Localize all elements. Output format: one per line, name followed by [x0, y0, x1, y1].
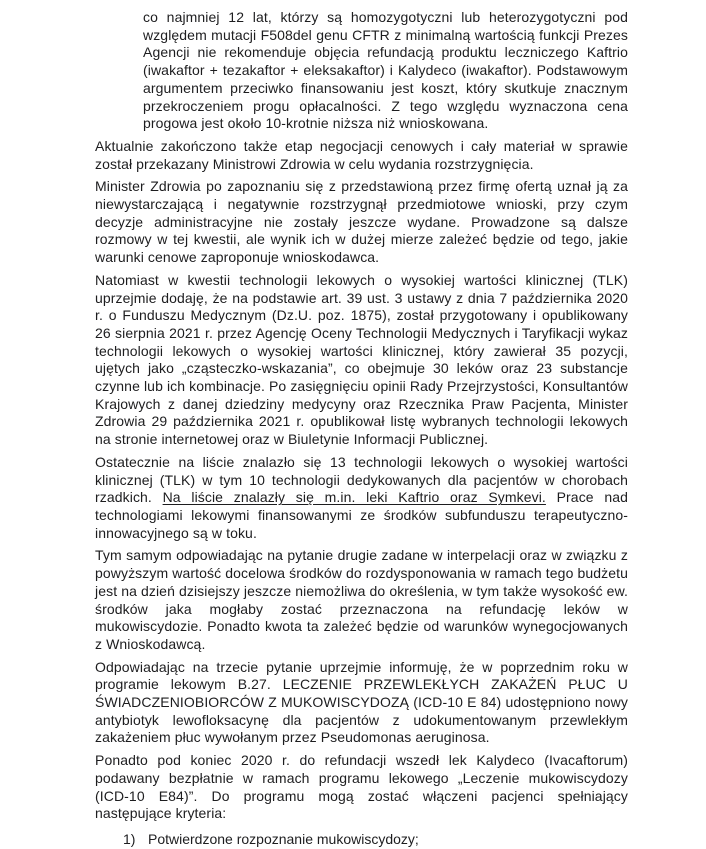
paragraph-final-list: [95, 454, 628, 543]
document-page: [95, 9, 628, 849]
list-item-text: Potwierdzone rozpoznanie mukowiscydozy;: [148, 830, 419, 847]
list-item-criterion-1: [123, 831, 628, 849]
paragraph-tlk-list: Natomiast w kwestii technologii lekowych o wysokiej wartości klinicznej (TLK) uprzejmie dodaję, że na podstawie art. 39 ust. 3 ustawy z dnia 7 października 2020 r. o Funduszu Medycznym (Dz.U. poz. 1875), został przygotowany i opublikowany 26 sierpnia 2021 r. przez Agencję Oceny Technologii Medycznych i Taryfikacji wykaz technologii lekowych o wysokiej wartości klinicznej, który zawierał 35 pozycji, ujętych jako „cząsteczko-wskazania”, co obejmuje 30 leków oraz 23 substancje czynne lub ich kombinacje. Po zasięgnięciu opinii Rady Przejrzystości, Konsultantów Krajowych z danej dziedziny medycyny oraz Rzecznika Praw Pacjenta, Minister Zdrowia 29 października 2021 r. opublikował listę wybranych technologii lekowych na stronie internetowej oraz w Biuletynie Informacji Publicznej.: [95, 271, 628, 448]
paragraph-price-negotiations: Aktualnie zakończono także etap negocjacji cenowych i cały materiał w sprawie został przekazany Ministrowi Zdrowia w celu wydania rozstrzygnięcia.: [95, 137, 628, 172]
paragraph-kalydeco-program: Ponadto pod koniec 2020 r. do refundacji wszedł lek Kalydeco (Ivacaftorum) podawany bezpłatnie w ramach programu lekowego „Leczenie mukowiscydozy (ICD-10 E84)”. Do programu mogą zostać włączeni pacjenci spełniający następujące kryteria:: [95, 752, 628, 822]
paragraph-budget-answer: Tym samym odpowiadając na pytanie drugie zadane w interpelacji oraz w związku z powyższym wartość docelowa środków do rozdysponowania w ramach tego budżetu jest na dzień dzisiejszy jeszcze niemożliwa do określenia, w tym także wysokość ew. środków jaka mogłaby zostać przeznaczona na refundację leków w mukowiscydozie. Ponadto kwota ta zależeć będzie od warunków wynegocjowanych z Wnioskodawcą.: [95, 547, 628, 652]
final-list-before: Ostatecznie na liście znalazło się 13 technologii lekowych o wysokiej wartości klinicznej (TLK) w tym 10 technologii dedykowanych dla pacjentów w chorobach rzadkich.: [95, 453, 628, 506]
list-item-marker: 1): [123, 830, 136, 847]
paragraph-minister-decision: Minister Zdrowia po zapoznaniu się z przedstawioną przez firmę ofertą uznał ją za niewystarczającą i negatywnie rozstrzygnął przedmiotowe wnioski, przy czym decyzje administracyjne nie zostały jeszcze wydane. Prowadzone są dalsze rozmowy w tej kwestii, ale wynik ich w dużej mierze zależeć będzie od tego, jakie warunki cenowe zaproponuje wnioskodawca.: [95, 178, 628, 266]
final-list-underlined-sentence: Na liście znalazły się m.in. leki Kaftrio oraz Symkevi.: [162, 489, 546, 506]
paragraph-agency-recommendation: co najmniej 12 lat, którzy są homozygotyczni lub heterozygotyczni pod względem mutacji F508del genu CFTR z minimalną wartością funkcji Prezes Agencji nie rekomenduje objęcia refundacją produktu leczniczego Kaftrio (iwakaftor + tezakaftor + eleksakaftor) i Kalydeco (iwakaftor). Podstawowym argumentem przeciwko finansowaniu jest koszt, który skutkuje znacznym przekroczeniem progu opłacalności. Z tego względu wyznaczona cena progowa jest około 10-krotnie niższa niż wnioskowana.: [143, 9, 628, 132]
paragraph-third-question-answer: Odpowiadając na trzecie pytanie uprzejmie informuję, że w poprzednim roku w programie lekowym B.27. LECZENIE PRZEWLEKŁYCH ZAKAŻEŃ PŁUC U ŚWIADCZENIOBIORCÓW Z MUKOWISCYDOZĄ (ICD-10 E 84) udostępniono nowy antybiotyk lewofloksacynę dla pacjentów z udokumentowanym przewlekłym zakażeniem płuc wywołanym przez Pseudomonas aeruginosa.: [95, 658, 628, 746]
final-list-after: Prace nad technologiami lekowymi finansowanymi ze środków subfunduszu terapeutyczno-innowacyjnego są w toku.: [95, 489, 628, 541]
